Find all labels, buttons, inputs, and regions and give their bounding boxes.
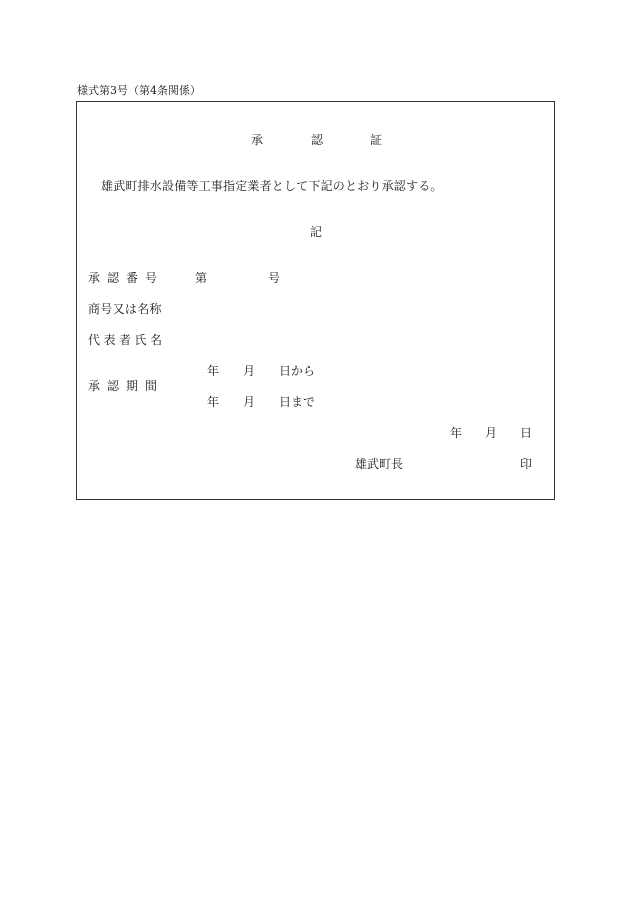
issue-day: 日 [520, 426, 533, 440]
issue-year: 年 [450, 426, 463, 440]
period-to-year: 年 [207, 395, 220, 409]
period-to-day: 日まで [279, 395, 316, 409]
ki-heading: 記 [310, 225, 323, 239]
period-from-year: 年 [207, 364, 220, 378]
approval-number-prefix: 第 [195, 271, 208, 285]
period-from-day: 日から [279, 364, 316, 378]
seal-mark: 印 [520, 457, 533, 471]
issuer-title: 雄武町長 [355, 457, 404, 471]
form-number-caption: 様式第3号（第4条関係） [77, 84, 201, 97]
approval-number-suffix: 号 [268, 271, 281, 285]
approval-period-label: 承認期間 [88, 379, 165, 393]
representative-label: 代表者氏名 [88, 333, 166, 347]
period-to-month: 月 [243, 395, 256, 409]
title-char-2: 認 [311, 133, 324, 147]
trade-name-label: 商号又は名称 [88, 302, 162, 316]
certificate-frame [76, 101, 555, 500]
approval-statement: 雄武町排水設備等工事指定業者として下記のとおり承認する。 [101, 179, 443, 193]
issue-month: 月 [485, 426, 498, 440]
approval-number-label: 承認番号 [88, 271, 165, 285]
title-char-3: 証 [370, 133, 383, 147]
title-char-1: 承 [251, 133, 264, 147]
period-from-month: 月 [243, 364, 256, 378]
